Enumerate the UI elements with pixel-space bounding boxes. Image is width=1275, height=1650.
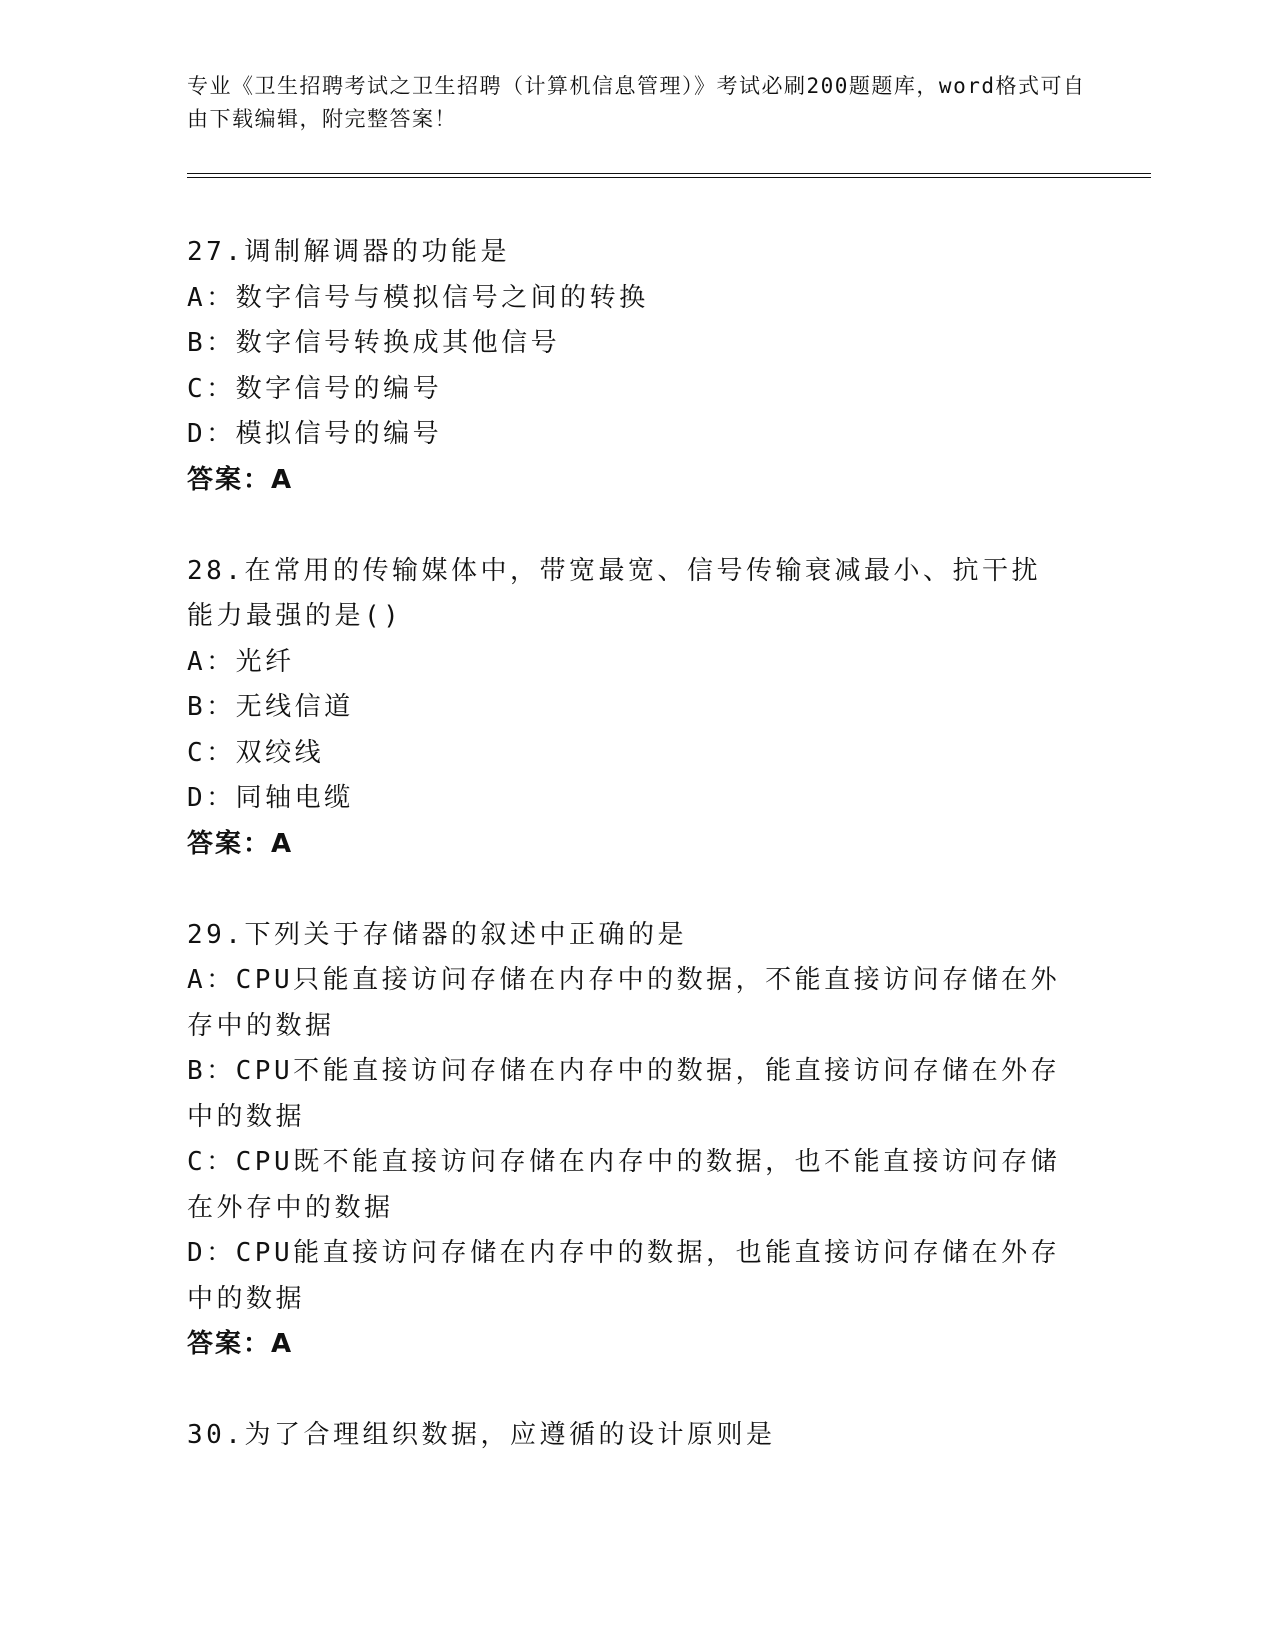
option-c: C：数字信号的编号	[187, 373, 443, 404]
question-stem: 28.在常用的传输媒体中，带宽最宽、信号传输衰减最小、抗干扰能力最强的是()	[187, 555, 1041, 631]
option-d: D：模拟信号的编号	[187, 419, 443, 449]
question-27	[187, 230, 1147, 503]
option-a: A：CPU只能直接访问存储在内存中的数据，不能直接访问存储在外存中的数据	[187, 965, 1061, 1041]
option-d: D：同轴电缆	[187, 783, 354, 813]
option-b: B：数字信号转换成其他信号	[187, 328, 561, 358]
answer: 答案：A	[187, 1329, 294, 1359]
answer: 答案：A	[187, 464, 294, 495]
question-stem: 29.下列关于存储器的叙述中正确的是	[187, 919, 687, 950]
document-header: 专业《卫生招聘考试之卫生招聘（计算机信息管理）》考试必刷200题题库，word格式可自由下载编辑，附完整答案！	[187, 74, 1086, 131]
answer: 答案：A	[187, 828, 294, 859]
option-d: D：CPU能直接访问存储在内存中的数据，也能直接访问存储在外存中的数据	[187, 1238, 1061, 1314]
question-28	[187, 549, 1147, 868]
option-b: B：CPU不能直接访问存储在内存中的数据，能直接访问存储在外存中的数据	[187, 1056, 1061, 1132]
option-a: A：光纤	[187, 646, 295, 677]
option-c: C：CPU既不能直接访问存储在内存中的数据，也不能直接访问存储在外存中的数据	[187, 1147, 1061, 1223]
question-29	[187, 913, 1147, 1368]
header-double-rule	[187, 173, 1151, 178]
question-stem: 27.调制解调器的功能是	[187, 237, 510, 267]
question-stem: 30.为了合理组织数据，应遵循的设计原则是	[187, 1420, 776, 1450]
option-a: A：数字信号与模拟信号之间的转换	[187, 282, 649, 313]
document-page	[187, 70, 1147, 1459]
question-30	[187, 1413, 1147, 1459]
option-c: C：双绞线	[187, 737, 325, 768]
option-b: B：无线信道	[187, 692, 354, 722]
